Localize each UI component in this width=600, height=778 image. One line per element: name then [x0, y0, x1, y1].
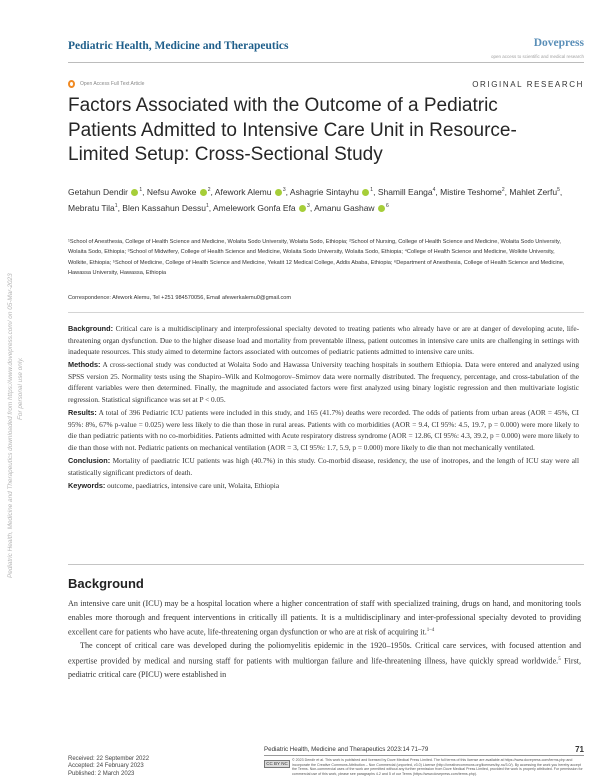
author-affiliation-ref: 5: [557, 187, 560, 193]
author-name: Blen Kassahun Dessu: [122, 202, 206, 213]
citation-ref[interactable]: 5: [558, 657, 561, 663]
author-affiliation-ref: 2: [207, 187, 211, 193]
orcid-icon[interactable]: [131, 189, 138, 196]
dovepress-logo[interactable]: Dovepress: [533, 37, 584, 49]
page-number: 71: [575, 745, 584, 754]
section-heading-background: Background: [68, 576, 144, 591]
article-type: ORIGINAL RESEARCH: [472, 80, 584, 89]
author-affiliation-ref: 1: [205, 202, 209, 209]
correspondence: Correspondence: Afework Alemu, Tel +251 984570056, Email afewerkalemu0@gmail.com: [68, 295, 292, 301]
watermark-line-2: For personal use only.: [17, 357, 24, 420]
author-affiliation-ref: 1: [114, 202, 118, 209]
author-list: Getahun Dendir $^1$, Nefsu Awoke $^2$, Afework Alemu $^3$, Ashagrie Sintayhu $^1$, Shamill Eanga$^4$, Mistire Teshome$^2$, Mahlet Zerfu$^5$, Mebratu Tila$^1$, Blen Kassahun Dessu$^1$, Amelework Gonfa Efa $^3$, Amanu Gashaw $^6$: [68, 186, 563, 213]
publisher-tagline: open access to scientific and medical research: [490, 54, 584, 59]
license-text: © 2023 Dendir et al. This work is published and licensed by Dove Medical Press Limited. The full terms of this license are available at https://www.dovepress.com/terms.php and incorporate the Creative Commons Attribution – Non Commercial (unported, v3.0) License (http://creativecommons.org/licenses/by-nc/3.0/). By accessing the work you hereby accept the Terms. Non-commercial uses of the work are permitted without any further permission from Dove Medical Press Limited, provided the work is properly attributed. For permission for commercial use of this work, please see paragraphs 4.2 and 5 of our Terms (https://www.dovepress.com/terms.php).: [292, 758, 583, 776]
author-name: Amanu Gashaw: [314, 202, 375, 213]
abstract-divider-bottom: [68, 564, 584, 565]
orcid-icon[interactable]: [275, 189, 282, 196]
abstract-keywords: Keywords: outcome, paediatrics, intensive care unit, Wolaita, Ethiopia: [68, 480, 280, 490]
header-divider: [68, 62, 584, 63]
download-watermark: [2, 150, 92, 580]
article-title: Factors Associated with the Outcome of a Pediatric Patients Admitted to Intensive Care Unit in Resource-Limited Setup: Cross-Sectional Study: [68, 95, 517, 165]
author-affiliation-ref: 3: [282, 187, 286, 193]
author-affiliation-ref: 4: [432, 187, 436, 193]
accepted-date: Accepted: 24 February 2023: [68, 763, 144, 770]
author[interactable]: [509, 187, 560, 197]
author[interactable]: [215, 187, 286, 197]
published-date: Published: 2 March 2023: [68, 770, 135, 777]
abstract-results: Results: A total of 396 Pediatric ICU patients were included in this study, and 165 (41.7%) deaths were recorded. The odds of patients from urban areas (AOR = 45%, CI 95%: 8%, 67% p-value = 0.025) were less likely to die than those in rural areas. Patients with co morbidities (AOR = 9.4, CI 95%: 4.5, 19.7, p = 0.000) were more likely to die than pediatric patients with no co-morbidities. Patients admitted with Acute respiratory distress syndrome (AOR = 12.86, CI 95%: 4.3, 39.2, p = 0.000) were more likely to die than those with not. Pediatric patients on mechanical ventilation (AOR = 3, CI 95%: 1.7, 5.9, p = 0.000) more likely to die than not mechanically ventilated.: [68, 408, 580, 452]
author-name: Nefsu Awoke: [146, 186, 197, 197]
author[interactable]: [290, 187, 373, 197]
open-access-badge: [68, 80, 144, 88]
author[interactable]: [440, 187, 505, 197]
abstract-background: Background: Critical care is a multidisciplinary and interprofessional specialty devoted to treating patients who already have or are at danger of developing acute, life-threatening organ dysfunction. Due to the higher disease load and mortality from preventable illness, patient outcomes in intensive care units are challenging in settings with inadequate resources. This study aimed to determine factors associated with outcomes of pediatric patients admitted to intensive care units.: [68, 324, 579, 357]
author-affiliation-ref: 1: [139, 187, 143, 193]
cc-license-icon[interactable]: CC BY NC: [264, 760, 290, 768]
publisher-brand: [491, 37, 584, 59]
author-name: Mahlet Zerfu: [509, 186, 558, 197]
author-affiliation-ref: 1: [370, 187, 374, 193]
author-name: Afework Alemu: [214, 186, 272, 197]
abstract-divider-top: [68, 312, 584, 313]
author[interactable]: [122, 203, 208, 213]
author-affiliation-ref: 2: [501, 187, 505, 193]
citation-ref[interactable]: 1–4: [426, 628, 435, 634]
author-name: Ashagrie Sintayhu: [289, 186, 359, 197]
author[interactable]: [314, 203, 389, 213]
open-access-icon: [68, 80, 75, 88]
abstract-conclusion: Conclusion: Mortality of paediatric ICU patients was high (40.7%) in this study. Co-morbid disease, residency, the use of inotropes, and the length of ICU stay were all statistically significant predictors of death.: [68, 456, 579, 477]
affiliations: ¹School of Anesthesia, College of Health Science and Medicine, Wolaita Sodo University, Wolaita Sodo, Ethiopia; ²School of Nursing, College of Health Science and Medicine, Wolaita Sodo University, Wolaita Sodo, Ethiopia; ³School of Midwifery, College of Health Science and Medicine, Wolaita Sodo University, Wolaita Sodo, Ethiopia; ⁴College of Health Science and Medicine, Wolkite University, Wolkite, Ethiopia; ⁵School of Medicine, College of Health Science and Medicine, Yekatit 12 Medical College, Addis Ababa, Ethiopia; ⁶Department of Anesthesia, College of Health Science and Medicine, Hawassa University, Hawassa, Ethiopia: [68, 239, 565, 276]
author-name: Mebratu Tila: [68, 202, 115, 213]
body-paragraph-2: The concept of critical care was developed during the poliomyelitis epidemic in the 1920–1950s. Critical care services, with focused attention and expertise provided by medical and nursing staff for patients with multiorgan failure and life-threatening illness, have quickly spread worldwide.$^5$ First, pediatric critical care (PICU) were established in: [68, 641, 581, 680]
author-name: Amelework Gonfa Efa: [212, 202, 296, 213]
received-date: Received: 22 September 2022: [68, 756, 150, 762]
orcid-icon[interactable]: [378, 205, 385, 212]
journal-citation: Pediatric Health, Medicine and Therapeutics 2023:14 71–79: [264, 746, 429, 753]
orcid-icon[interactable]: [362, 189, 369, 196]
author[interactable]: [147, 187, 211, 197]
orcid-icon[interactable]: [299, 205, 306, 212]
author-name: Getahun Dendir: [68, 186, 129, 197]
body-text: [68, 597, 581, 682]
abstract: [68, 323, 579, 493]
footer-divider: [264, 755, 584, 756]
author[interactable]: [213, 203, 310, 213]
orcid-icon[interactable]: [200, 189, 207, 196]
abstract-methods: Methods: A cross-sectional study was conducted at Wolaita Sodo and Hawassa University teaching hospitals in southern Ethiopia. Data were entered and analyzed using SPSS version 25. Normality tests using the Shapiro–Wilk and Kolmogorov–Smirnov data were normally distributed. The frequency, percentage, and cross-tabulation of the different variables were then determined. Finally, the magnitude and associated factors were first analyzed using binary logistic regression and then multivariate logistic regression. Statistical significance was set at P < 0.05.: [68, 360, 579, 405]
author-affiliation-ref: 6: [385, 202, 389, 209]
author-affiliation-ref: 3: [307, 202, 310, 209]
author[interactable]: [378, 187, 436, 197]
open-access-label: Open Access Full Text Article: [80, 81, 145, 87]
author-name: Shamill Eanga: [377, 186, 433, 197]
body-paragraph-1: An intensive care unit (ICU) may be a hospital location where a higher concentration of staff with specialized training, drugs on hand, and monitoring tools enables more thorough and frequent interventions in critically ill patients. It is a multidisciplinary and inter-professional specialty devoted to providing excellent care for patients who have acute, life-threatening organ dysfunction or who are at risk of acquiring it.$^{1-4}$: [68, 599, 581, 637]
author-name: Mistire Teshome: [440, 186, 502, 197]
article-dates: [68, 756, 149, 778]
watermark-line-1: Pediatric Health, Medicine and Therapeutics downloaded from https://www.dovepress.com/ on 05-Mar-2023: [7, 273, 14, 578]
journal-title: Pediatric Health, Medicine and Therapeutics: [68, 40, 289, 52]
